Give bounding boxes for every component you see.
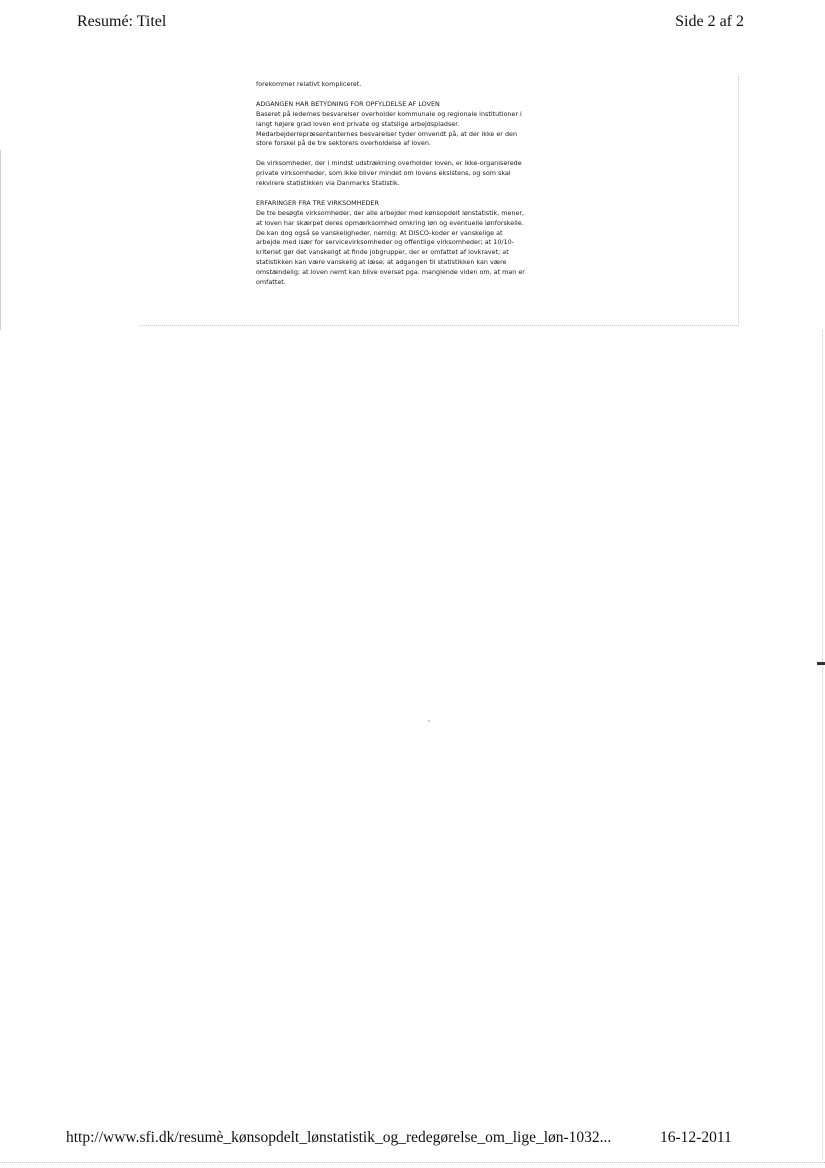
paragraph-virksomheder: De virksomheder, der i mindst udstrækning overholder loven, er ikke-organiserede private virksomheder, som ikke bliver mindet om lovens eksistens, og som skal rekvirere statistikken via Danmarks Statistik. xyxy=(256,159,522,188)
section-body-adgangen: Baseret på ledernes besvarelser overholder kommunale og regionale institutioner i langt højere grad loven end private og statslige arbejdspladser. Medarbejderrepræsentanternes besvarelser tyder omvendt på, at der ikke er den store forskel på de tre sektorers overholdelse af loven. xyxy=(256,109,522,148)
bottom-scan-line xyxy=(0,1162,825,1163)
print-header-page-number: Side 2 af 2 xyxy=(675,13,744,30)
article-body xyxy=(256,80,576,298)
print-header-title: Resumé: Titel xyxy=(77,13,167,30)
scan-edge-left xyxy=(0,150,1,330)
scan-mark xyxy=(817,662,825,665)
section-body-erfaringer: De tre besøgte virksomheder, der alle arbejder med kønsopdelt lønstatistik, mener, at loven har skærpet deres opmærksomhed omkring løn og eventuelle lønforskelle. De kan dog også se vanskeligheder, nemlig: At DISCO-koder er vanskelige at arbejde med især for servicevirksomheder og offentlige virksomheder; at 10/10- kriteriet gør det vanskeligt at finde jobgrupper, der er omfattet af lovkravet; at statistikken kan være vanskelig at læse; at adgangen til statistikken kan være omstændelig; at loven nemt kan blive overset pga. manglende viden om, at man er omfattet. xyxy=(256,208,525,287)
section-heading-erfaringer: ERFARINGER FRA TRE VIRKSOMHEDER xyxy=(256,198,379,207)
scan-dot xyxy=(428,720,430,722)
intro-tail: forekommer relativt kompliceret. xyxy=(256,80,362,88)
print-footer-date: 16-12-2011 xyxy=(660,1129,732,1146)
section-heading-adgangen: ADGANGEN HAR BETYDNING FOR OPFYLDELSE AF LOVEN xyxy=(256,99,440,108)
print-footer-url: http://www.sfi.dk/resumè_kønsopdelt_lønstatistik_og_redegørelse_om_lige_løn-1032... xyxy=(66,1129,612,1146)
scan-edge-right xyxy=(821,330,823,1160)
